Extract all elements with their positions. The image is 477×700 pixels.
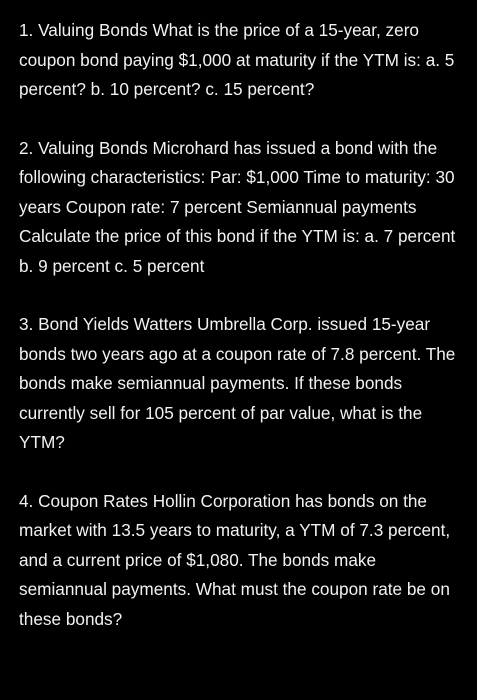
question-3-text: 3. Bond Yields Watters Umbrella Corp. issued 15-year bonds two years ago at a coupon rate of 7.8 percent. The bonds make semiannual payments. If these bonds currently sell for 105 percent of par value, what is the YTM? [19, 314, 456, 452]
question-4-text: 4. Coupon Rates Hollin Corporation has bonds on the market with 13.5 years to maturity, a YTM of 7.3 percent, and a current price of $1,080. The bonds make semiannual payments. What must the coupon rate be on these bonds? [19, 490, 451, 629]
question-2-text: 2. Valuing Bonds Microhard has issued a bond with the following characteristics: Par: $1,000 Time to maturity: 30 years Coupon rate: 7 percent Semiannual payments Calculate the price of this bond if the YTM is: a. 7 percent b. 9 percent c. 5 percent [19, 137, 456, 276]
question-1-text: 1. Valuing Bonds What is the price of a 15-year, zero coupon bond paying $1,000 at maturity if the YTM is: a. 5 percent? b. 10 percent? c. 15 percent? [19, 20, 455, 99]
